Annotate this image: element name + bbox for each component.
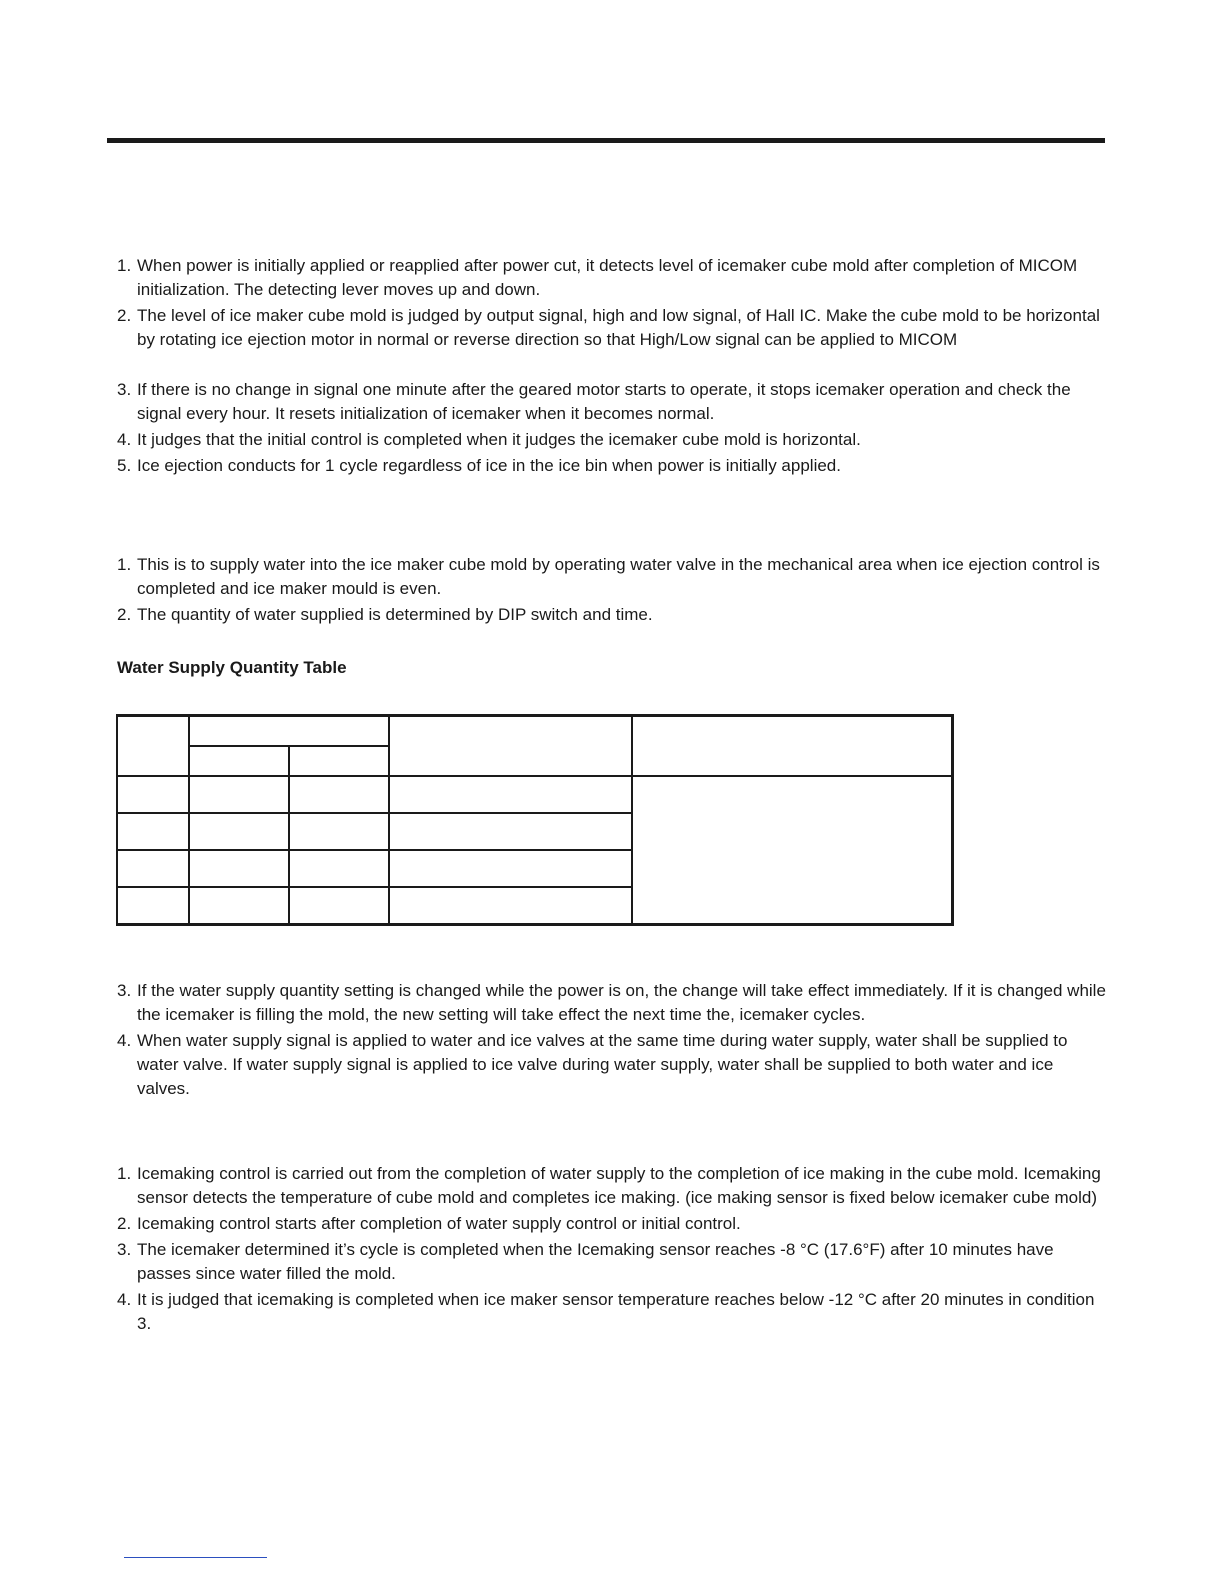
table-cell xyxy=(189,776,289,813)
item-text: If the water supply quantity setting is changed while the power is on, the change will take effect immediately. If it is changed while the icemaker is filling the mold, the new setting will take effect the next time the, icemaker cycles. xyxy=(137,981,1106,1024)
item-number: 4. xyxy=(117,1031,132,1050)
item-text: If there is no change in signal one minute after the geared motor starts to operate, it stops icemaker operation and check the signal every hour. It resets initialization of icemaker when it becomes normal. xyxy=(137,380,1071,423)
table-cell xyxy=(289,746,389,776)
item-text: Ice ejection conducts for 1 cycle regardless of ice in the ice bin when power is initially applied. xyxy=(137,456,841,475)
list-item xyxy=(117,603,1107,627)
item-text: This is to supply water into the ice maker cube mold by operating water valve in the mechanical area when ice ejection control is completed and ice maker mould is even. xyxy=(137,555,1100,598)
water-supply-table-title: Water Supply Quantity Table xyxy=(117,658,347,677)
item-number: 2. xyxy=(117,306,132,325)
item-number: 3. xyxy=(117,1240,132,1259)
list-item xyxy=(117,254,1107,302)
list-item xyxy=(117,304,1107,352)
item-text: Icemaking control is carried out from the completion of water supply to the completion of ice making in the cube mold. Icemaking sensor detects the temperature of cube mold and completes ice making. (ice making sensor is fixed below icemaker cube mold) xyxy=(137,1164,1101,1207)
table-cell xyxy=(117,776,189,813)
list-item xyxy=(117,454,1107,478)
item-number: 3. xyxy=(117,380,132,399)
item-text: The quantity of water supplied is determined by DIP switch and time. xyxy=(137,605,653,624)
item-number: 2. xyxy=(117,1214,132,1233)
list-item xyxy=(117,1162,1107,1210)
table-cell xyxy=(189,813,289,850)
list-item xyxy=(117,979,1107,1027)
list-item xyxy=(117,1212,1107,1236)
list-item xyxy=(117,1288,1107,1336)
table-cell xyxy=(389,850,632,887)
table-cell xyxy=(117,813,189,850)
table-cell xyxy=(189,887,289,925)
table-cell xyxy=(389,776,632,813)
initial-control-list xyxy=(117,254,1107,480)
table-cell xyxy=(632,776,952,925)
table-cell xyxy=(632,716,952,777)
water-supply-list xyxy=(117,553,1107,629)
item-number: 5. xyxy=(117,456,132,475)
table-cell xyxy=(117,887,189,925)
table-row xyxy=(117,776,952,813)
table-cell xyxy=(289,813,389,850)
list-item xyxy=(117,378,1107,426)
footer-link-underline xyxy=(124,1557,267,1558)
table-cell xyxy=(289,776,389,813)
table-cell xyxy=(189,850,289,887)
table-cell xyxy=(389,716,632,777)
table-cell xyxy=(389,887,632,925)
table-cell xyxy=(117,716,189,777)
item-number: 3. xyxy=(117,981,132,1000)
water-supply-list-continued xyxy=(117,979,1107,1103)
header-rule xyxy=(107,138,1105,143)
table-cell xyxy=(189,746,289,776)
table-cell xyxy=(117,850,189,887)
list-item xyxy=(117,1238,1107,1286)
table-cell xyxy=(189,716,389,747)
item-text: It is judged that icemaking is completed when ice maker sensor temperature reaches below -12 °C after 20 minutes in condition 3. xyxy=(137,1290,1095,1333)
list-item xyxy=(117,553,1107,601)
icemaking-control-list xyxy=(117,1162,1107,1338)
table-header-row xyxy=(117,716,952,747)
item-number: 4. xyxy=(117,1290,132,1309)
item-number: 1. xyxy=(117,256,132,275)
list-item xyxy=(117,428,1107,452)
item-text: It judges that the initial control is completed when it judges the icemaker cube mold is horizontal. xyxy=(137,430,861,449)
item-text: Icemaking control starts after completion of water supply control or initial control. xyxy=(137,1214,741,1233)
item-number: 1. xyxy=(117,555,132,574)
item-number: 2. xyxy=(117,605,132,624)
water-supply-quantity-table xyxy=(116,714,954,926)
item-number: 4. xyxy=(117,430,132,449)
item-number: 1. xyxy=(117,1164,132,1183)
item-text: The icemaker determined it’s cycle is completed when the Icemaking sensor reaches -8 °C (17.6°F) after 10 minutes have passes since water filled the mold. xyxy=(137,1240,1054,1283)
table-cell xyxy=(389,813,632,850)
table-cell xyxy=(289,887,389,925)
table-cell xyxy=(289,850,389,887)
item-text: When power is initially applied or reapplied after power cut, it detects level of icemaker cube mold after completion of MICOM initialization. The detecting lever moves up and down. xyxy=(137,256,1078,299)
list-item xyxy=(117,1029,1107,1101)
item-text: When water supply signal is applied to water and ice valves at the same time during water supply, water shall be supplied to water valve. If water supply signal is applied to ice valve during water supply, water shall be supplied to both water and ice valves. xyxy=(137,1031,1068,1098)
item-text: The level of ice maker cube mold is judged by output signal, high and low signal, of Hall IC. Make the cube mold to be horizontal by rotating ice ejection motor in normal or reverse direction so that High/Low signal can be applied to MICOM xyxy=(137,306,1100,349)
